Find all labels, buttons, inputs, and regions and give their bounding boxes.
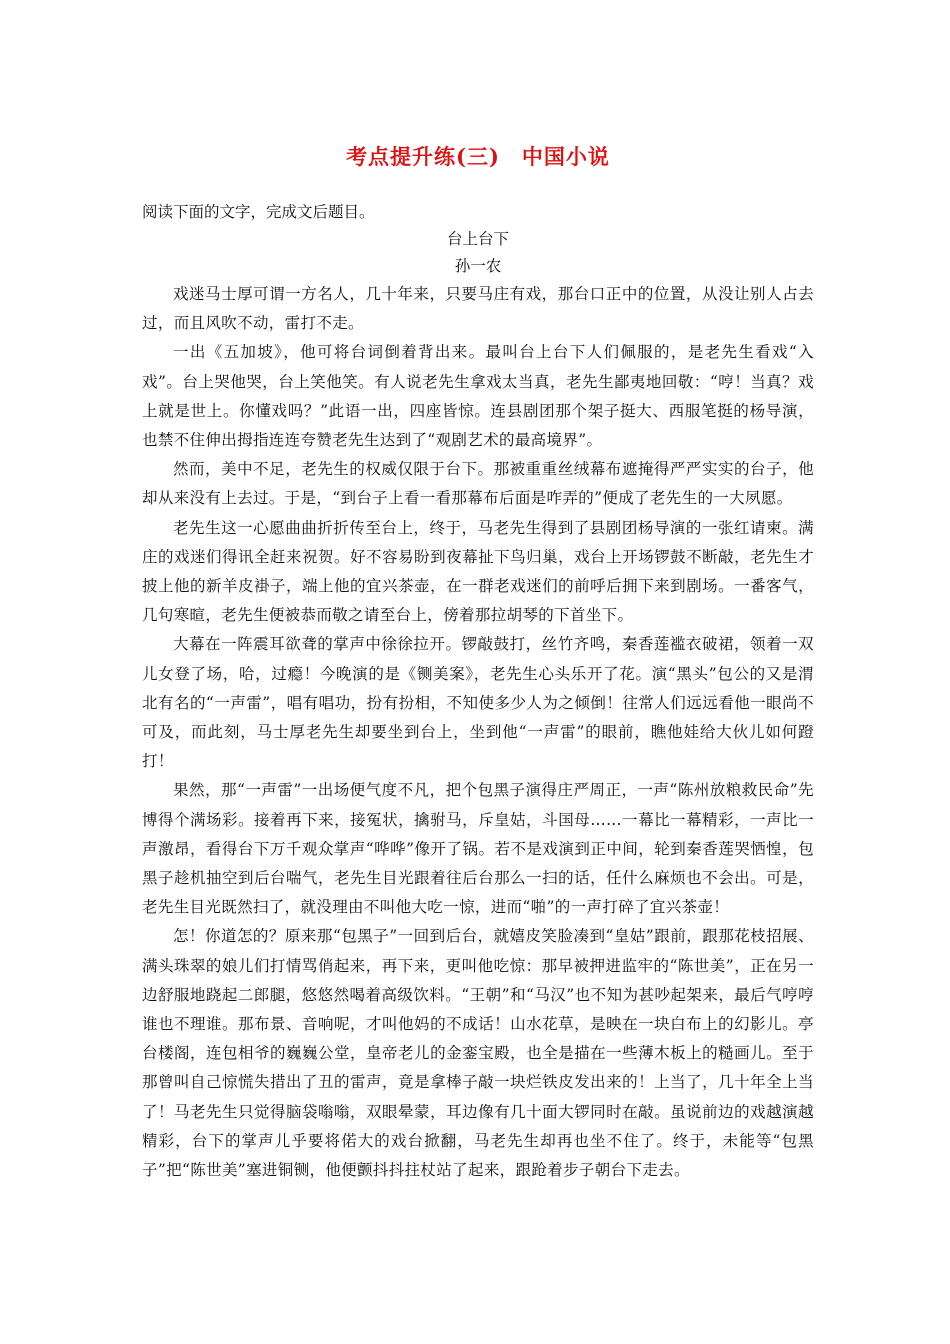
story-paragraph: 一出《五加坡》，他可将台词倒着背出来。最叫台上台下人们佩服的，是老先生看戏“入戏”。台上哭他哭，台上笑他笑。有人说老先生拿戏太当真，老先生鄙夷地回敬：“哼！当真？戏上就是世上。你懂戏吗？”此语一出，四座皆惊。连县剧团那个架子挺大、西服笔挺的杨导演，也禁不住伸出拇指连连夸赞老先生达到了“观剧艺术的最高境界”。 <box>142 343 814 450</box>
story-paragraph: 老先生这一心愿曲曲折折传至台上，终于，马老先生得到了县剧团杨导演的一张红请柬。满庄的戏迷们得讯全赶来祝贺。好不容易盼到夜幕扯下鸟归巢，戏台上开场锣鼓不断敲，老先生才披上他的新羊皮褂子，端上他的宜兴茶壶，在一群老戏迷们的前呼后拥下来到剧场。一番客气，几句寒暄，老先生便被恭而敬之请至台上，傍着那拉胡琴的下首坐下。 <box>142 518 814 625</box>
story-paragraph: 然而，美中不足，老先生的权威仅限于台下。那被重重丝绒幕布遮掩得严严实实的台子，他却从来没有上去过。于是，“到台子上看一看那幕布后面是咋弄的”便成了老先生的一大夙愿。 <box>142 460 814 508</box>
document-title: 考点提升练(三) 中国小说 <box>346 144 610 169</box>
document-page <box>142 142 814 1185</box>
story-title: 台上台下 <box>446 230 509 248</box>
reading-instruction: 阅读下面的文字，完成文后题目。 <box>142 203 375 221</box>
story-author: 孙一农 <box>454 257 502 275</box>
story-paragraph: 果然，那“一声雷”一出场便气度不凡，把个包黑子演得庄严周正，一声“陈州放粮救民命”先博得个满场彩。接着再下来，接冤状，擒驸马，斥皇姑，斗国母……一幕比一幕精彩，一声比一声激昂，看得台下万千观众掌声“哗哗”像开了锅。若不是戏演到正中间，轮到秦香莲哭恓惶，包黑子趁机抽空到后台喘气，老先生目光跟着往后台那么一扫的话，任什么麻烦也不会出。可是，老先生目光既然扫了，就没理由不叫他大吃一惊，进而“啪”的一声打碎了宜兴茶壶！ <box>142 781 814 917</box>
story-paragraph: 大幕在一阵震耳欲聋的掌声中徐徐拉开。锣敲鼓打，丝竹齐鸣，秦香莲褴衣破裙，领着一双儿女登了场，哈，过瘾！今晚演的是《铡美案》，老先生心头乐开了花。演“黑头”包公的又是渭北有名的“一声雷”，唱有唱功，扮有扮相，不知使多少人为之倾倒！往常人们远远看他一眼尚不可及，而此刻，马士厚老先生却要坐到台上，坐到他“一声雷”的眼前，瞧他娃给大伙儿如何蹬打！ <box>142 635 814 771</box>
story-body <box>142 280 814 1185</box>
story-paragraph: 怎！你道怎的？原来那“包黑子”一回到后台，就嬉皮笑脸凑到“皇姑”跟前，跟那花枝招展、满头珠翠的娘儿们打情骂俏起来，再下来，更叫他吃惊：那早被押进监牢的“陈世美”，正在另一边舒服地跷起二郎腿，悠悠然喝着高级饮料。“王朝”和“马汉”也不知为甚吵起架来，最后气哼哼谁也不理谁。那布景、音响呢，才叫他妈的不成话！山水花草，是映在一块白布上的幻影儿。亭台楼阁，连包相爷的巍巍公堂，皇帝老儿的金銮宝殿，也全是描在一些薄木板上的糙画儿。至于那曾叫自己惊慌失措出了丑的雷声，竟是拿棒子敲一块烂铁皮发出来的！上当了，几十年全上当了！马老先生只觉得脑袋嗡嗡，双眼晕蒙，耳边像有几十面大锣同时在敲。虽说前边的戏越演越精彩，台下的掌声儿乎要将偌大的戏台掀翻，马老先生却再也坐不住了。终于，未能等“包黑子”把“陈世美”塞进铜铡，他便颤抖抖拄杖站了起来，跟跄着步子朝台下走去。 <box>142 927 814 1180</box>
story-paragraph: 戏迷马士厚可谓一方名人，几十年来，只要马庄有戏，那台口正中的位置，从没让别人占去过，而且风吹不动，雷打不走。 <box>142 285 814 333</box>
